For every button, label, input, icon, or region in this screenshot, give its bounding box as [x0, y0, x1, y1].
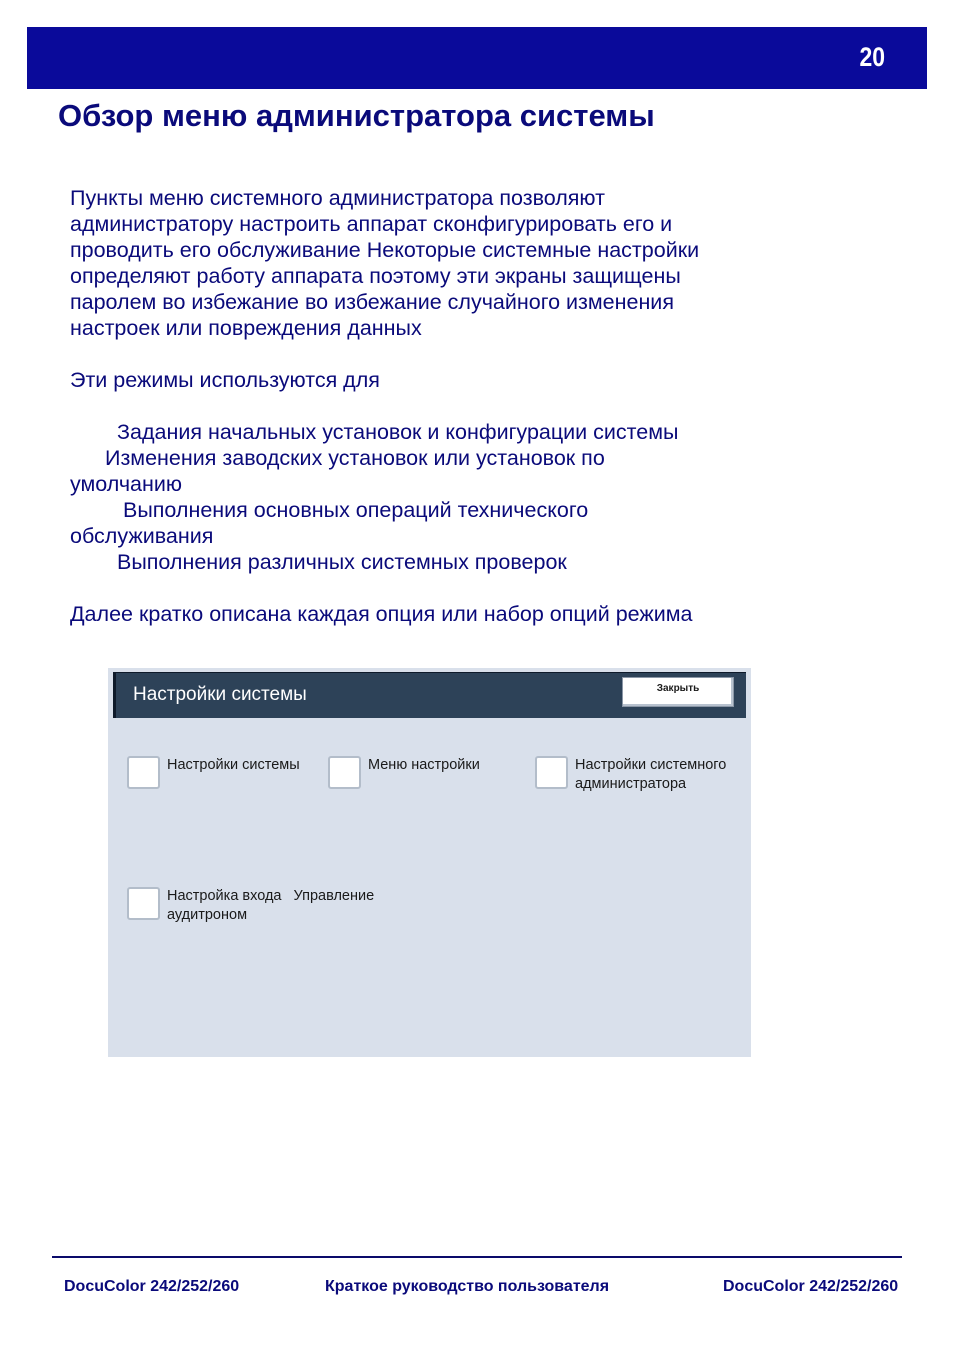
option-label: Настройки системы [167, 757, 300, 773]
option-checkbox[interactable] [127, 756, 160, 789]
intro-line: администратору настроить аппарат сконфигурировать его и [70, 212, 673, 236]
option-checkbox[interactable] [328, 756, 361, 789]
footer-divider [52, 1256, 902, 1258]
intro-line: Пункты меню системного администратора позволяют [70, 186, 605, 210]
option-label-line: Настройки системного [575, 757, 727, 773]
intro-line: паролем во избежание во избежание случайного изменения [70, 290, 674, 314]
system-settings-panel [108, 668, 751, 1057]
footer-center: Краткое руководство пользователя [325, 1278, 610, 1295]
mode-item-continued: обслуживания [70, 524, 214, 548]
option-label: Меню настройки [368, 757, 480, 773]
footer-right: DocuColor 242/252/260 [723, 1278, 899, 1295]
mode-item: Задания начальных установок и конфигурации системы [117, 420, 679, 444]
footer-left: DocuColor 242/252/260 [64, 1278, 240, 1295]
mode-item: Выполнения основных операций технического [123, 498, 589, 522]
option-label-line: аудитроном [167, 907, 248, 923]
modes-list [70, 419, 678, 575]
intro-line: определяют работу аппарата поэтому эти экраны защищены [70, 264, 681, 288]
option-label-line: администратора [575, 776, 687, 792]
option-checkbox[interactable] [127, 887, 160, 920]
intro-line: проводить его обслуживание Некоторые системные настройки [70, 238, 700, 262]
option-label [167, 887, 374, 925]
page-title: Обзор меню администратора системы [58, 98, 655, 133]
option-setup-menu[interactable] [328, 756, 480, 789]
intro-line: настроек или повреждения данных [70, 316, 422, 340]
summary-text: Далее кратко описана каждая опция или набор опций режима [70, 602, 693, 626]
mode-item: Выполнения различных системных проверок [117, 550, 567, 574]
header-bar [27, 27, 927, 89]
mode-item: Изменения заводских установок или установок по [105, 446, 605, 470]
option-checkbox[interactable] [535, 756, 568, 789]
modes-intro: Эти режимы используются для [70, 368, 380, 392]
option-label-line: Настройка входа Управление [167, 888, 375, 904]
mode-item-continued: умолчанию [70, 472, 183, 496]
option-admin-settings[interactable] [535, 756, 726, 794]
option-login-setup[interactable] [127, 887, 374, 925]
option-label [575, 756, 726, 794]
panel-title: Настройки системы [133, 684, 307, 705]
close-button[interactable]: Закрыть [622, 677, 734, 707]
option-system-settings[interactable] [127, 756, 300, 789]
panel-header [113, 672, 746, 718]
intro-paragraph [70, 185, 699, 341]
page-number: 20 [859, 42, 885, 72]
